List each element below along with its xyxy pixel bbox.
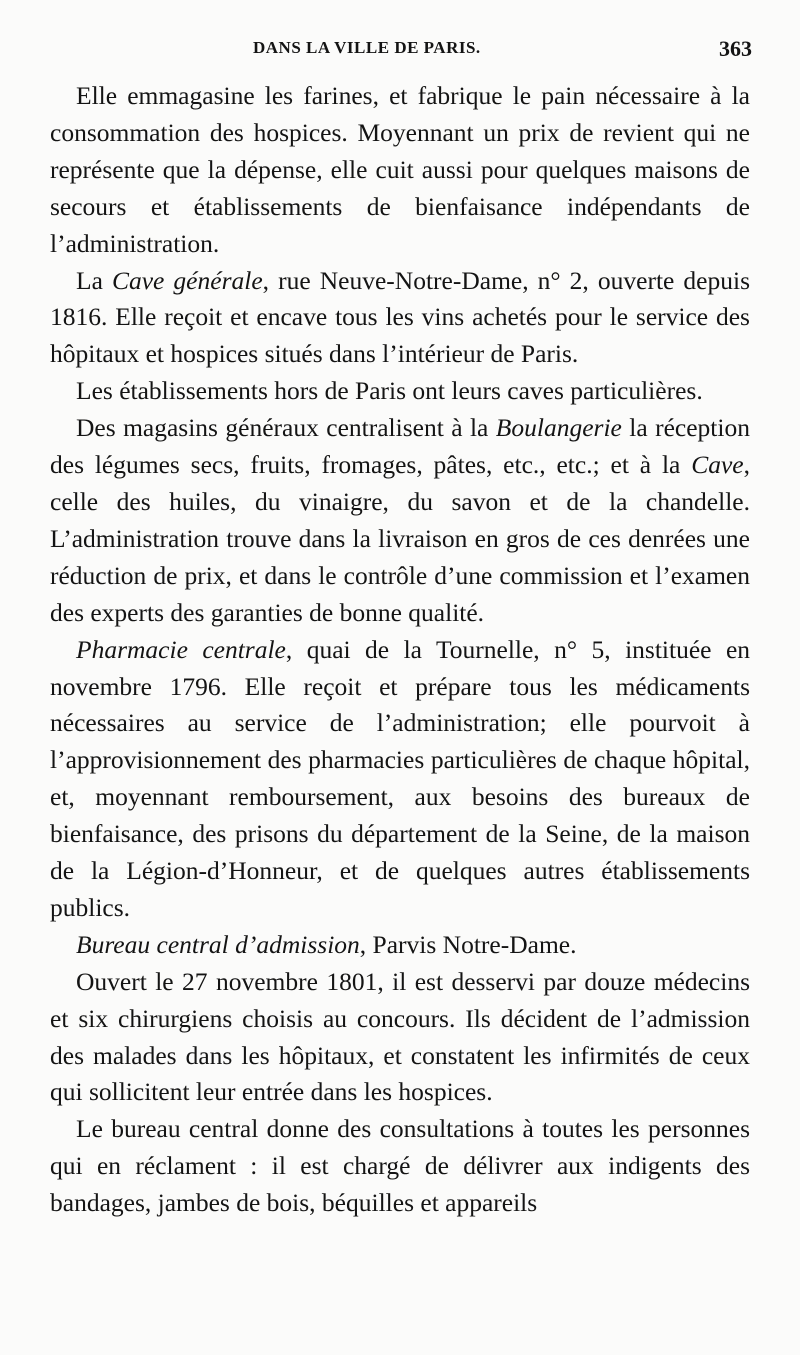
italic-term-cave: Cave <box>691 450 744 480</box>
italic-term-boulangerie: Boulangerie <box>495 413 622 443</box>
paragraph-bureau-central-heading <box>50 927 750 964</box>
italic-term-pharmacie-centrale: Pharmacie centrale <box>76 634 286 664</box>
page-number: 363 <box>719 36 752 61</box>
paragraph-bureau-central-ouvert: Ouvert le 27 novembre 1801, il est desservi par douze médecins et six chirurgiens choisis au concours. Ils décident de l’admission des malades dans les hôpitaux, et constatent les infirmités de ceux qui sollicitent leur entrée dans les hospices. <box>50 966 750 1107</box>
running-head: DANS LA VILLE DE PARIS. <box>253 38 481 57</box>
paragraph-magasins-generaux <box>50 410 750 631</box>
paragraph-pharmacie-centrale <box>50 632 750 927</box>
paragraph-bureau-central-consultations: Le bureau central donne des consultations à toutes les personnes qui en réclament : il est chargé de délivrer aux indigents des bandages, jambes de bois, béquilles et appareils <box>50 1114 750 1218</box>
paragraph-lead: La <box>76 265 112 295</box>
paragraph-lead: Des magasins généraux centralisent à la <box>76 413 496 443</box>
paragraph-caves-hors-paris: Les établissements hors de Paris ont leurs caves particulières. <box>76 376 703 406</box>
paragraph-rest: , Parvis Notre-Dame. <box>359 929 577 959</box>
paragraph-cave-generale <box>50 263 750 374</box>
italic-term-cave-generale: Cave générale <box>111 265 263 295</box>
paragraph-rest: , celle des huiles, du vinaigre, du savon et de la chandelle. L’administration trouve dans la livraison en gros de ces denrées une réduction de prix, et dans le contrôle d’une commission et l’examen des experts des garanties de bonne qualité. <box>50 450 750 627</box>
page-header <box>48 38 752 68</box>
body-text <box>50 78 750 1222</box>
paragraph-rest: , rue Neuve-Notre-Dame, n° 2, ouverte depuis 1816. Elle reçoit et encave tous les vins achetés pour le service des hôpitaux et hospices situés dans l’intérieur de Paris. <box>50 265 750 369</box>
italic-term-bureau-central: Bureau central d’admission <box>76 929 360 959</box>
paragraph-middle: la réception des légumes secs, fruits, fromages, pâtes, etc., etc.; et à la <box>50 413 750 480</box>
paragraph-rest: , quai de la Tournelle, n° 5, instituée en novembre 1796. Elle reçoit et prépare tous les médicaments nécessaires au service de l’administration; elle pourvoit à l’approvisionnement des pharmacies particulières de chaque hôpital, et, moyennant remboursement, aux besoins des bureaux de bienfaisance, des prisons du département de la Seine, de la maison de la Légion-d’Honneur, et de quelques autres établissements publics. <box>50 634 751 922</box>
paragraph-boulangerie-continued: Elle emmagasine les farines, et fabrique le pain nécessaire à la consommation des hospices. Moyennant un prix de revient qui ne représente que la dépense, elle cuit aussi pour quelques maisons de secours et établissements de bienfaisance indépendants de l’administration. <box>50 81 750 258</box>
